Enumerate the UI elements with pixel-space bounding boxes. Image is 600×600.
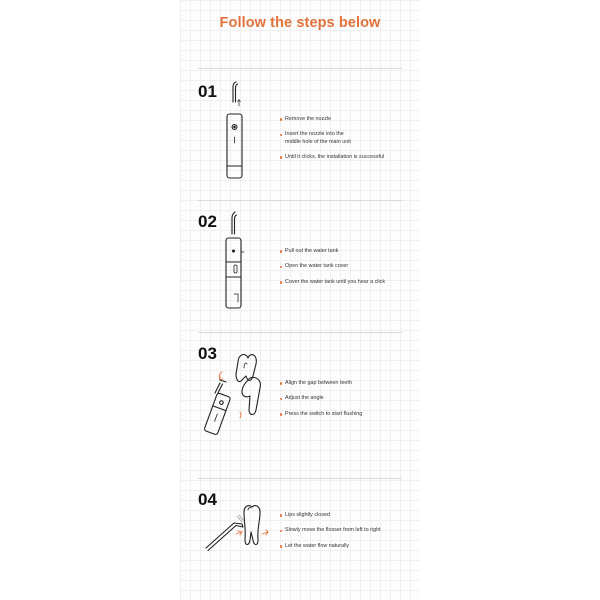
water-flow-tooth-illustration bbox=[198, 500, 278, 566]
flosser-nozzle-insert-illustration bbox=[220, 80, 260, 182]
instruction-item: Cover the water tank until you hear a click bbox=[280, 279, 420, 286]
divider bbox=[198, 332, 402, 333]
instruction-item: Align the gap between teeth bbox=[280, 380, 420, 387]
step-1-instructions bbox=[280, 116, 420, 169]
divider bbox=[198, 478, 402, 479]
instruction-item: Lips slightly closed bbox=[280, 512, 420, 519]
flossing-teeth-illustration bbox=[198, 350, 278, 440]
flosser-water-tank-illustration bbox=[220, 206, 260, 316]
step-3-instructions bbox=[280, 380, 420, 426]
instruction-item: Until it clicks, the installation is successful bbox=[280, 154, 420, 161]
instruction-item: Open the water tank cover bbox=[280, 263, 420, 270]
divider bbox=[198, 200, 402, 201]
step-number: 02 bbox=[198, 212, 217, 231]
step-2-instructions bbox=[280, 248, 420, 294]
instruction-item: Pull out the water tank bbox=[280, 248, 420, 255]
step-number: 04 bbox=[198, 490, 217, 509]
instruction-item: Slowly move the flosser from left to right bbox=[280, 527, 420, 534]
divider bbox=[198, 68, 402, 69]
step-number: 01 bbox=[198, 82, 217, 101]
instruction-item: Press the switch to start flushing bbox=[280, 411, 420, 418]
instruction-item: Adjust the angle bbox=[280, 395, 420, 402]
step-4-instructions bbox=[280, 512, 420, 558]
instruction-sheet bbox=[180, 0, 420, 600]
instruction-item: Remove the nozzle bbox=[280, 116, 420, 123]
step-number: 03 bbox=[198, 344, 217, 363]
instruction-item: Let the water flow naturally bbox=[280, 543, 420, 550]
page-title: Follow the steps below bbox=[219, 15, 381, 31]
instruction-item: Insert the nozzle into the middle hole of the main unit bbox=[280, 131, 420, 145]
